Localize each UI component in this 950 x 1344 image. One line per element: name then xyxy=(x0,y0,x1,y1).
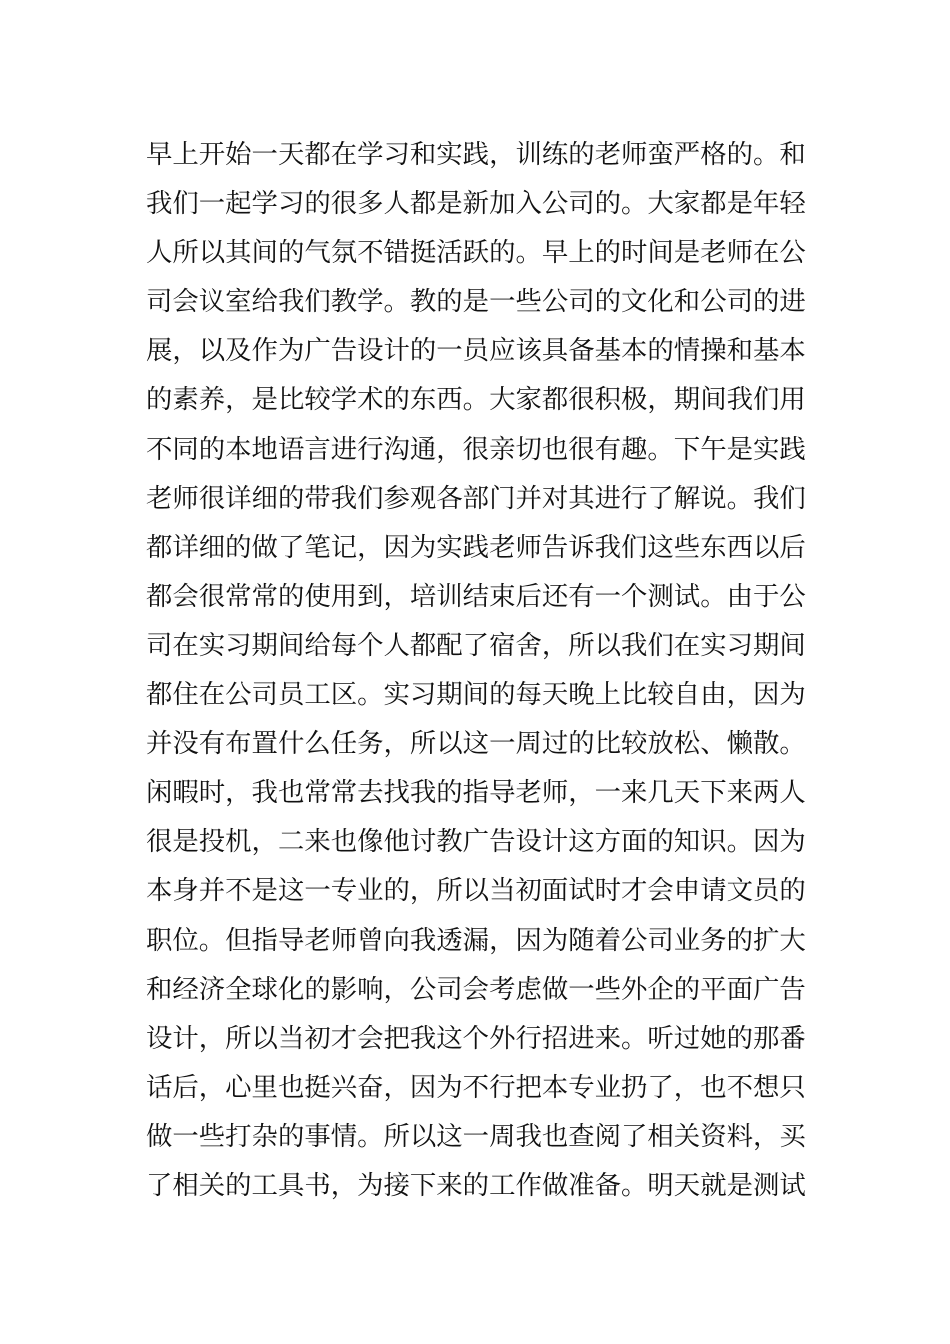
text-line-13: 并没有布置什么任务，所以这一周过的比较放松、懒散。 xyxy=(146,728,806,760)
body-text xyxy=(146,130,816,1210)
text-line-4: 司会议室给我们教学。教的是一些公司的文化和公司的进 xyxy=(146,286,806,318)
text-line-21: 做一些打杂的事情。所以这一周我也查阅了相关资料，买 xyxy=(146,1120,806,1152)
text-line-22: 了相关的工具书，为接下来的工作做准备。明天就是测试 xyxy=(146,1169,806,1201)
text-line-16: 本身并不是这一专业的，所以当初面试时才会申请文员的 xyxy=(146,875,806,907)
text-line-10: 都会很常常的使用到，培训结束后还有一个测试。由于公 xyxy=(146,580,806,612)
text-line-18: 和经济全球化的影响，公司会考虑做一些外企的平面广告 xyxy=(146,973,806,1005)
text-line-19: 设计，所以当初才会把我这个外行招进来。听过她的那番 xyxy=(146,1022,806,1054)
text-line-3: 人所以其间的气氛不错挺活跃的。早上的时间是老师在公 xyxy=(146,237,806,269)
text-line-12: 都住在公司员工区。实习期间的每天晚上比较自由，因为 xyxy=(146,679,806,711)
text-line-7: 不同的本地语言进行沟通，很亲切也很有趣。下午是实践 xyxy=(146,433,806,465)
text-line-15: 很是投机，二来也像他讨教广告设计这方面的知识。因为 xyxy=(146,826,806,858)
text-line-6: 的素养，是比较学术的东西。大家都很积极，期间我们用 xyxy=(146,384,806,416)
text-line-1: 早上开始一天都在学习和实践，训练的老师蛮严格的。和 xyxy=(146,139,806,170)
text-line-9: 都详细的做了笔记，因为实践老师告诉我们这些东西以后 xyxy=(146,531,806,563)
text-line-2: 我们一起学习的很多人都是新加入公司的。大家都是年轻 xyxy=(146,188,806,220)
text-line-11: 司在实习期间给每个人都配了宿舍，所以我们在实习期间 xyxy=(146,629,806,661)
text-line-17: 职位。但指导老师曾向我透漏，因为随着公司业务的扩大 xyxy=(146,924,806,956)
text-line-8: 老师很详细的带我们参观各部门并对其进行了解说。我们 xyxy=(146,482,806,514)
text-line-14: 闲暇时，我也常常去找我的指导老师，一来几天下来两人 xyxy=(146,777,806,809)
text-line-20: 话后，心里也挺兴奋，因为不行把本专业扔了，也不想只 xyxy=(146,1071,806,1103)
text-line-5: 展，以及作为广告设计的一员应该具备基本的情操和基本 xyxy=(146,335,806,367)
